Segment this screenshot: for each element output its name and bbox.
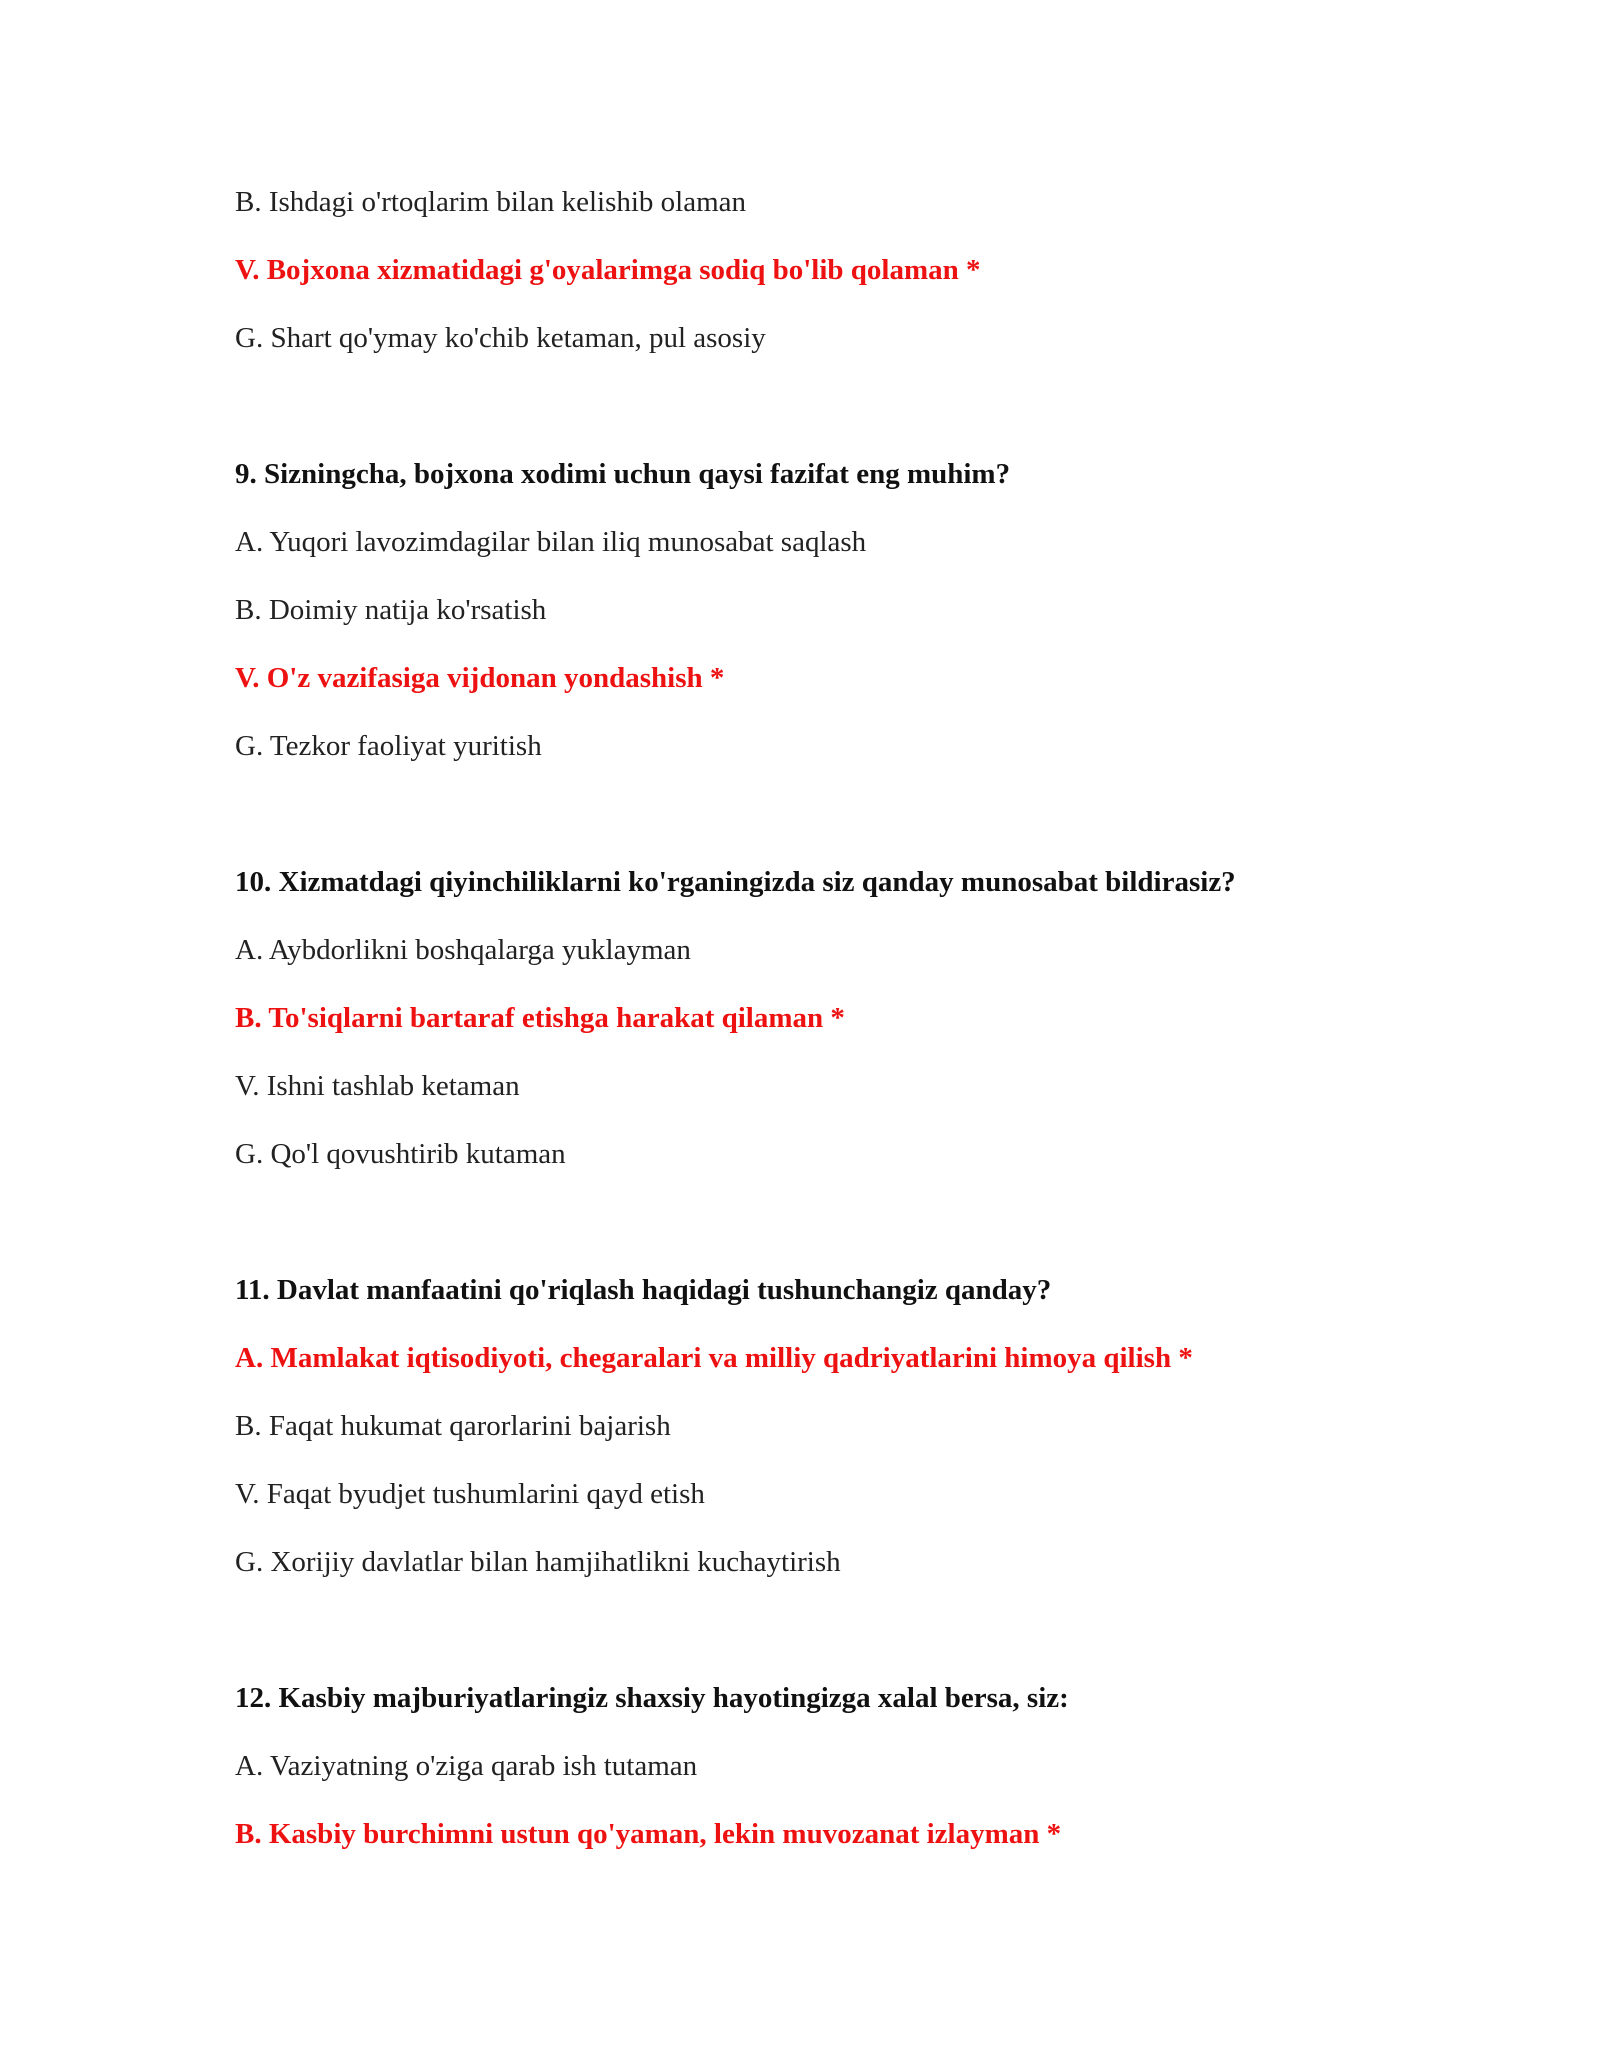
answer-option-correct: B. Kasbiy burchimni ustun qo'yaman, lekin muvozanat izlayman * [235,1818,1062,1850]
spacer [235,389,1435,457]
question-title: 12. Kasbiy majburiyatlaringiz shaxsiy hayotingizga xalal bersa, siz: [235,1682,1069,1714]
spacer [235,1205,1435,1273]
answer-option-correct: V. O'z vazifasiga vijdonan yondashish * [235,662,725,694]
question-title: 11. Davlat manfaatini qo'riqlash haqidagi tushunchangiz qanday? [235,1274,1052,1306]
answer-option: G. Qo'l qovushtirib kutaman [235,1138,566,1170]
question-title: 9. Sizningcha, bojxona xodimi uchun qaysi fazifat eng muhim? [235,458,1011,490]
answer-option-correct: B. To'siqlarni bartaraf etishga harakat qilaman * [235,1002,845,1034]
question-block-9 [235,457,1435,763]
answer-option: V. Faqat byudjet tushumlarini qayd etish [235,1478,705,1510]
spacer [235,1613,1435,1681]
question-block-continued [235,185,1435,355]
answer-option: G. Tezkor faoliyat yuritish [235,730,542,762]
answer-option-correct: V. Bojxona xizmatidagi g'oyalarimga sodiq bo'lib qolaman * [235,254,981,286]
answer-option: G. Shart qo'ymay ko'chib ketaman, pul asosiy [235,322,766,354]
answer-option: A. Yuqori lavozimdagilar bilan iliq munosabat saqlash [235,526,867,558]
answer-option: V. Ishni tashlab ketaman [235,1070,520,1102]
question-block-10 [235,865,1435,1171]
answer-option-correct: A. Mamlakat iqtisodiyoti, chegaralari va milliy qadriyatlarini himoya qilish * [235,1342,1193,1374]
answer-option: B. Ishdagi o'rtoqlarim bilan kelishib olaman [235,186,747,218]
answer-option: G. Xorijiy davlatlar bilan hamjihatlikni kuchaytirish [235,1546,841,1578]
question-block-12 [235,1681,1435,1851]
document-content [235,185,1435,1885]
answer-option: B. Faqat hukumat qarorlarini bajarish [235,1410,671,1442]
question-block-11 [235,1273,1435,1579]
question-title: 10. Xizmatdagi qiyinchiliklarni ko'rganingizda siz qanday munosabat bildirasiz? [235,866,1236,898]
answer-option: A. Aybdorlikni boshqalarga yuklayman [235,934,691,966]
answer-option: B. Doimiy natija ko'rsatish [235,594,547,626]
answer-option: A. Vaziyatning o'ziga qarab ish tutaman [235,1750,698,1782]
spacer [235,797,1435,865]
